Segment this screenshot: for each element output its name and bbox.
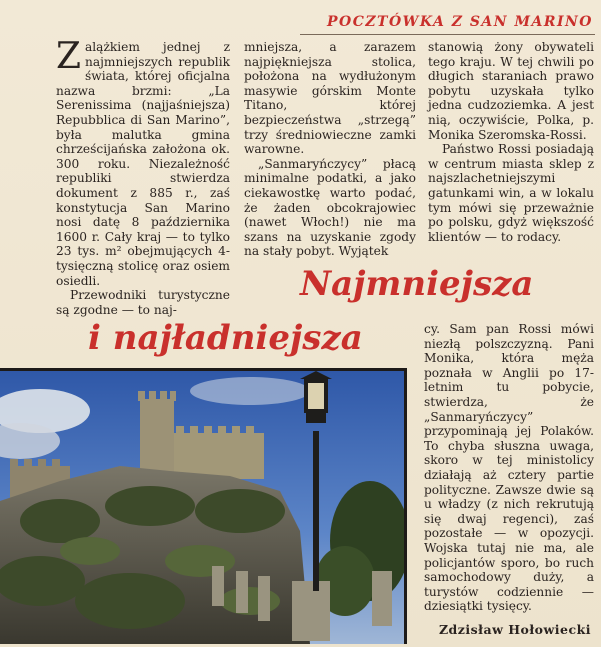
author-byline: Zdzisław Hołowiecki [438,622,591,637]
article-column-3-continued [424,322,594,614]
san-marino-photo [0,368,407,644]
paragraph: „Sanmaryńczycy” płacą minimalne podatki, a jako ciekawostkę warto podać, że żaden obcokrajowiec (nawet Włoch!) nie ma szans na uzyskanie zgody na stały pobyt. Wyjątek [244,156,416,259]
paragraph: cy. Sam pan Rossi mówi niezłą polszczyzną. Pani Monika, która męża poznała w Anglii po 17-letnim tu pobycie, stwierdza, że „Sanmaryńczycy” przypominają jej Polaków. To chyba słuszna uwaga, skoro w tej ministolicy działają aż cztery partie polityczne. Zawsze dwie są u władzy (z nich rekrutują się dwaj regenci), zaś pozostałe — w opozycji. Wojska tutaj nie ma, ale policjantów sporo, bo ruch samochodowy duży, a turystów codziennie — dziesiątki tysięcy. [424,322,594,614]
headline-line-2: i najładniejsza [88,318,363,358]
paragraph: Państwo Rossi posiadają w centrum miasta sklep z najszlachetniejszymi gatunkami win, a w lokalu tym mówi się przeważnie po polsku, gdyż większość klientów — to rodacy. [428,142,594,244]
header-rule [300,34,595,35]
article-column-2 [244,40,416,259]
paragraph: Przewodniki turystyczne są zgodne — to naj- [56,288,230,317]
paragraph: stanowią żony obywateli tego kraju. W tej chwili po długich staraniach prawo pobytu uzyskała tylko jedna cudzoziemka. A jest nią, oczywiście, Polka, p. Monika Szeromska-Rossi. [428,40,594,142]
headline-line-1: Najmniejsza [300,264,534,304]
paragraph: Zalążkiem jednej z najmniejszych republik świata, której oficjalna nazwa brzmi: „La Serenissima (najjaśniejsza) Repubblica di San Marino”, była malutka gmina chrześcijańska założona ok. 300 roku. Niezależność republiki stwierdza dokument z 885 r., zaś konstytucja San Marino nosi datę 8 października 1600 r. Cały kraj — to tylko 23 tys. m² obejmujących 4-tysięczną stolicę oraz osiem osiedli. [56,36,230,288]
article-column-1 [56,36,230,317]
drop-cap: Z [56,36,82,77]
paragraph: mniejsza, a zarazem najpiękniejsza stolica, położona na wydłużonym masywie górskim Monte Titano, której bezpieczeństwa „strzegą” trzy średniowieczne zamki warowne. [244,40,416,157]
section-kicker: POCZTÓWKA Z SAN MARINO [326,14,593,30]
article-column-3 [428,40,594,244]
